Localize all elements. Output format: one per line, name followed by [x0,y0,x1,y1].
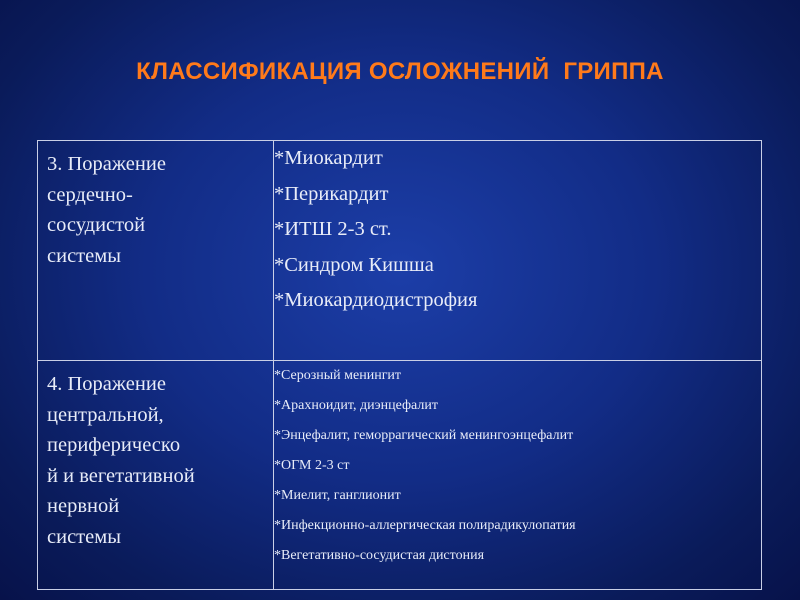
complication-item: *ИТШ 2-3 ст. [274,218,392,240]
complication-item: *Серозный менингит [274,368,402,383]
category-label-line: сосудистой [47,214,146,236]
complications-list-cell [274,361,762,590]
complication-item: *Вегетативно-сосудистая дистония [274,548,485,563]
complications-table [37,140,762,590]
complication-item: *Миокардиодистрофия [274,289,478,311]
complication-item: *Арахноидит, диэнцефалит [274,398,438,413]
slide-title: КЛАССИФИКАЦИЯ ОСЛОЖНЕНИЙ ГРИППА [136,58,664,85]
complication-item: *Миокардит [274,147,383,169]
category-cell [38,141,274,361]
category-label-line: 4. Поражение [47,373,166,395]
complication-item: *Перикардит [274,182,389,205]
category-label-line: 3. Поражение [47,153,166,175]
complication-item: *Синдром Кишша [274,253,434,276]
category-cell [38,361,274,590]
complication-item: *ОГМ 2-3 ст [274,458,350,473]
category-label-line: системы [47,244,121,267]
complication-item: *Энцефалит, геморрагический менингоэнцефалит [274,428,574,443]
complications-list-cell [274,141,762,361]
table-row-cardiovascular [38,141,762,361]
complication-item: *Миелит, ганглионит [274,488,401,503]
category-label-line: центральной, [47,403,164,426]
table-row-nervous-system [38,361,762,590]
complication-item: *Инфекционно-аллергическая полирадикулопатия [274,518,576,533]
category-label-line: й и вегетативной [47,464,195,487]
category-label-line: сердечно- [47,183,133,206]
category-label-line: нервной [47,495,120,517]
category-label-line: системы [47,525,121,548]
category-label-line: периферическо [47,434,181,456]
